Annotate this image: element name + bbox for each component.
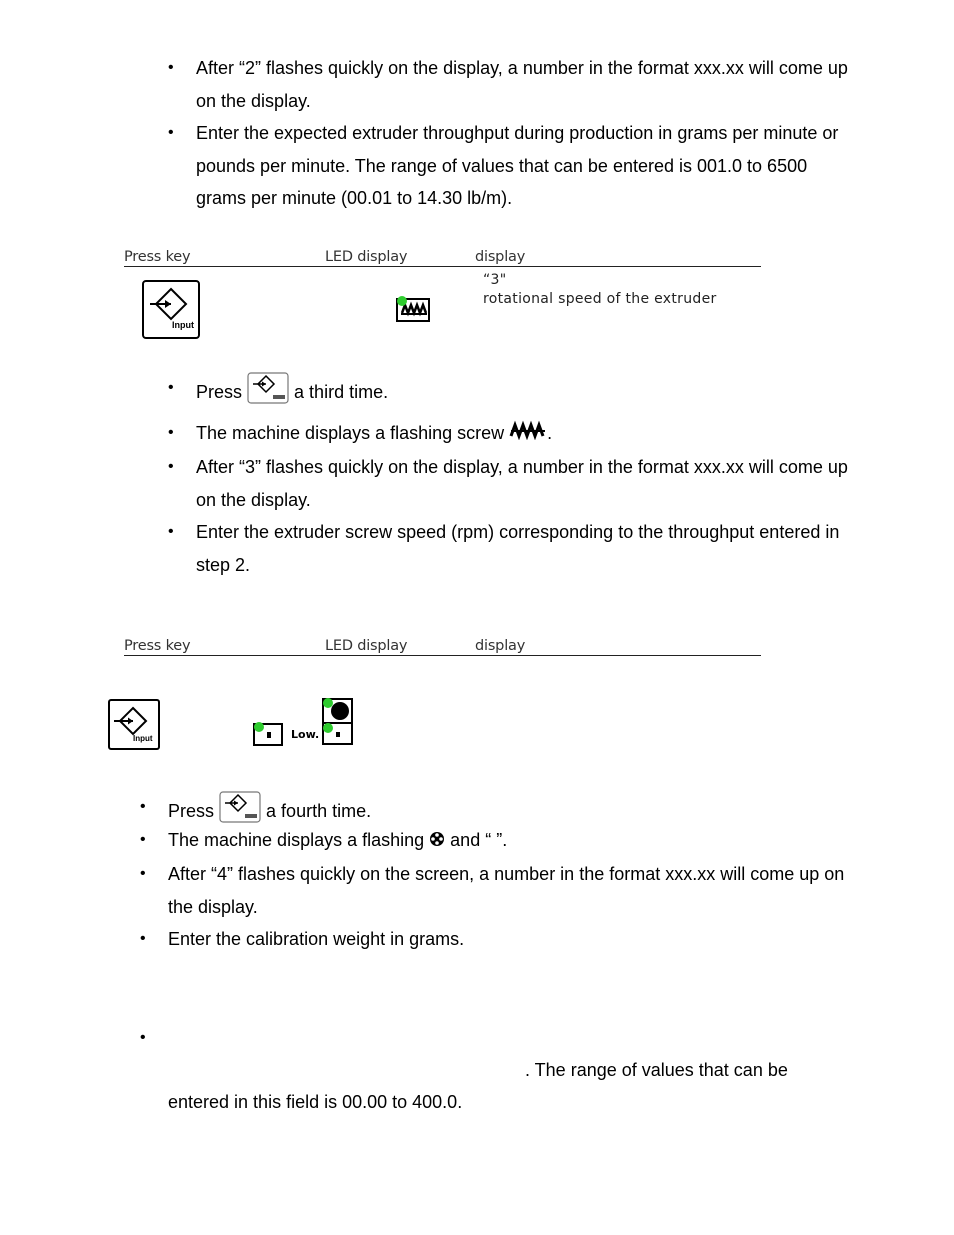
bullet: • (168, 458, 174, 475)
instruction-text: After “3” flashes quickly on the display, a number in the format xxx.xx will come up on the display. (196, 457, 848, 510)
bullet: • (140, 831, 146, 848)
bullet: • (168, 424, 174, 441)
table-divider (124, 655, 761, 656)
press-text: Press (196, 382, 243, 402)
table-header-display: display (475, 249, 526, 265)
input-key-icon (142, 280, 200, 345)
instruction-text: After “2” flashes quickly on the display, a number in the format xxx.xx will come up on the display. (196, 58, 848, 111)
instruction-text: Enter the extruder screw speed (rpm) corresponding to the throughput entered in step 2. (196, 522, 840, 575)
bullet: • (140, 1029, 146, 1046)
key-label: Input (172, 320, 194, 330)
flashing-text: The machine displays a flashing screw (196, 423, 505, 443)
bullet: • (168, 379, 174, 396)
press-instruction (196, 372, 388, 415)
instruction-text: After “4” flashes quickly on the screen, a number in the format xxx.xx will come up on the display. (168, 864, 845, 917)
table-divider (124, 266, 761, 267)
table-header-led-display: LED display (325, 249, 408, 265)
input-key-icon (108, 699, 160, 756)
weight-flower-icon (429, 825, 445, 858)
flashing-instruction (196, 417, 552, 451)
bullet: • (140, 865, 146, 882)
range-text: . The range of values that can be (525, 1060, 788, 1080)
flashing-text: The machine displays a flashing (168, 830, 425, 850)
press-text-suffix: a fourth time. (266, 801, 372, 821)
press-text-suffix: a third time. (294, 382, 389, 402)
display-value: “3" (483, 272, 507, 288)
led-indicator-stack (321, 697, 355, 752)
flashing-text-suffix: and “ ”. (450, 830, 508, 850)
bullet: • (140, 930, 146, 947)
bullet: • (168, 124, 174, 141)
bullet: • (168, 59, 174, 76)
bullet: • (168, 523, 174, 540)
instruction-text: Enter the expected extruder throughput during production in grams per minute or pounds per minute. The range of values that can be entered is 001.0 to 6500 grams per minute (00.01 to 14.30 lb/m). (196, 123, 839, 208)
table-header-press-key: Press key (124, 249, 191, 265)
bullet: • (140, 798, 146, 815)
range-text-continued: entered in this field is 00.00 to 400.0. (168, 1092, 463, 1112)
key-label: Input (133, 734, 153, 743)
flashing-instruction (168, 824, 507, 858)
table-header-led-display: LED display (325, 638, 408, 654)
input-key-small-icon (247, 372, 289, 415)
table-header-display: display (475, 638, 526, 654)
press-text: Press (168, 801, 215, 821)
led-low-label: Low. (291, 728, 320, 741)
led-screw-indicator (395, 295, 431, 328)
table-header-press-key: Press key (124, 638, 191, 654)
screw-icon (509, 418, 547, 451)
display-description: rotational speed of the extruder (483, 291, 717, 307)
instruction-text: Enter the calibration weight in grams. (168, 929, 465, 949)
led-indicator-left (252, 721, 284, 752)
flashing-text-suffix: . (547, 423, 553, 443)
